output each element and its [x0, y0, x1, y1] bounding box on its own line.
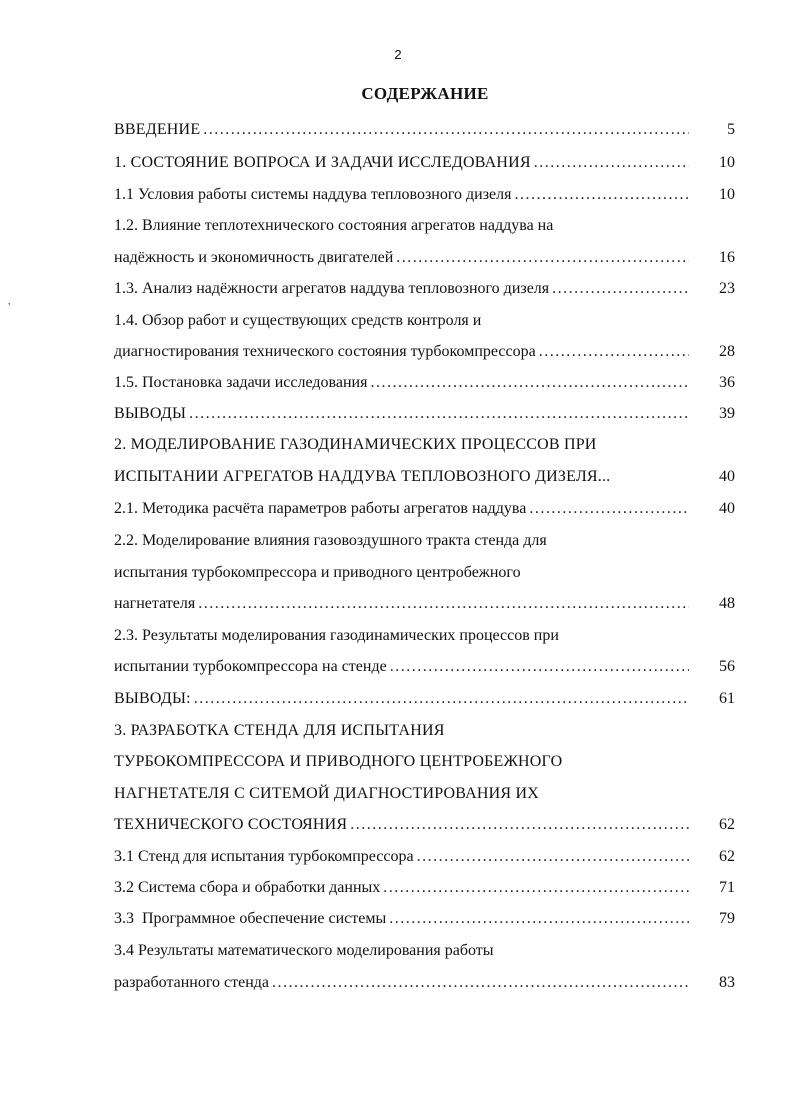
leader-dots	[534, 153, 689, 173]
toc-entry-text: ВЫВОДЫ	[114, 405, 187, 422]
toc-page-number: 56	[719, 658, 735, 675]
toc-entry-3-4[interactable]	[114, 973, 689, 993]
toc-page-number: 48	[719, 595, 735, 612]
toc-entry-text: ВЫВОДЫ:	[114, 690, 191, 707]
toc-entry-text: 1. СОСТОЯНИЕ ВОПРОСА И ЗАДАЧИ ИССЛЕДОВАНИЯ	[114, 154, 531, 171]
leader-dots	[389, 909, 689, 929]
toc-page-number: 62	[719, 848, 735, 865]
toc-entry-text: надёжность и экономичность двигателей	[114, 249, 394, 266]
toc-entry-1-3[interactable]	[114, 279, 689, 299]
toc-entry-text: испытания турбокомпрессора и приводного центробежного	[114, 564, 521, 581]
toc-page-number: 71	[719, 879, 735, 896]
toc-entry-3-4-line-1[interactable]	[114, 941, 689, 961]
leader-dots	[189, 404, 689, 424]
toc-entry-text: 3.4 Результаты математического моделирования работы	[114, 942, 494, 959]
toc-entry-text: ТУРБОКОМПРЕССОРА И ПРИВОДНОГО ЦЕНТРОБЕЖНОГО	[114, 753, 563, 770]
toc-entry-3-1[interactable]	[114, 847, 689, 867]
toc-entry-text: ВВЕДЕНИЕ	[114, 121, 201, 138]
toc-page-number: 83	[719, 974, 735, 991]
toc-entry-chapter-3-line-3[interactable]	[114, 784, 689, 804]
toc-entry-2-1[interactable]	[114, 499, 689, 519]
toc-entry-3-2[interactable]	[114, 878, 689, 898]
toc-entry-text: 3. РАЗРАБОТКА СТЕНДА ДЛЯ ИСПЫТАНИЯ	[114, 722, 445, 739]
leader-dots	[370, 373, 689, 393]
toc-entry-text: 2.3. Результаты моделирования газодинамических процессов при	[114, 627, 559, 644]
leader-dots	[194, 689, 689, 709]
toc-page-number: 40	[719, 500, 735, 517]
leader-dots	[539, 342, 689, 362]
toc-entry-1-1[interactable]	[114, 185, 689, 205]
toc-entry-chapter-1[interactable]	[114, 153, 689, 173]
toc-entry-text: 1.3. Анализ надёжности агрегатов наддува тепловозного дизеля	[114, 280, 550, 297]
toc-entry-chapter-3-line-1[interactable]	[114, 721, 689, 741]
leader-dots	[383, 878, 689, 898]
toc-entry-1-2[interactable]	[114, 248, 689, 268]
toc-entry-text: диагностирования технического состояния турбокомпрессора	[114, 343, 536, 360]
toc-entry-text: испытании турбокомпрессора на стенде	[114, 658, 387, 675]
toc-entry-2-2-line-2[interactable]	[114, 563, 689, 583]
scan-mark: ,	[8, 296, 11, 307]
leader-dots	[417, 847, 689, 867]
toc-entry-text: нагнетателя	[114, 595, 196, 612]
toc-entry-text: разработанного стенда	[114, 974, 270, 991]
toc-page-number: 5	[727, 121, 735, 138]
toc-page-number: 39	[719, 405, 735, 422]
toc-entry-2-3[interactable]	[114, 657, 689, 677]
page-title: СОДЕРЖАНИЕ	[361, 84, 489, 103]
toc-entry-chapter-3-line-2[interactable]	[114, 752, 689, 772]
leader-dots	[390, 657, 689, 677]
toc-entry-text: 1.2. Влияние теплотехнического состояния агрегатов наддува на	[114, 217, 554, 234]
toc-entry-conclusions-1[interactable]	[114, 404, 689, 424]
toc-entry-text: 3.2 Система сбора и обработки данных	[114, 879, 381, 896]
toc-entry-text: 2. МОДЕЛИРОВАНИЕ ГАЗОДИНАМИЧЕСКИХ ПРОЦЕССОВ ПРИ	[114, 436, 597, 453]
toc-entry-1-4[interactable]	[114, 342, 689, 362]
toc-page-number: 79	[719, 910, 735, 927]
toc-entry-1-2-line-1[interactable]	[114, 216, 689, 236]
leader-dots	[272, 973, 689, 993]
page-number: 2	[394, 47, 402, 62]
toc-entry-2-3-line-1[interactable]	[114, 626, 689, 646]
leader-dots	[514, 185, 689, 205]
toc-entry-text: 3.3 Программное обеспечение системы	[114, 910, 387, 927]
toc-entry-3-3[interactable]	[114, 909, 689, 929]
toc-page-number: 40	[719, 468, 735, 485]
toc-page-number: 28	[719, 343, 735, 360]
toc-entry-text: НАГНЕТАТЕЛЯ С СИТЕМОЙ ДИАГНОСТИРОВАНИЯ ИХ	[114, 785, 539, 802]
leader-dots	[529, 499, 689, 519]
toc-entry-chapter-3[interactable]	[114, 815, 689, 835]
toc-entry-text: 1.4. Обзор работ и существующих средств контроля и	[114, 312, 482, 329]
toc-entry-text: 1.1 Условия работы системы наддува тепловозного дизеля	[114, 186, 512, 203]
toc-entry-text: 1.5. Постановка задачи исследования	[114, 374, 368, 391]
toc-page-number: 61	[719, 690, 735, 707]
toc-page-number: 62	[719, 816, 735, 833]
toc-entry-text: 3.1 Стенд для испытания турбокомпрессора	[114, 848, 414, 865]
leader-dots	[552, 279, 689, 299]
toc-entry-chapter-2[interactable]	[114, 467, 689, 487]
toc-entry-text: ИСПЫТАНИИ АГРЕГАТОВ НАДДУВА ТЕПЛОВОЗНОГО ДИЗЕЛЯ...	[114, 468, 611, 485]
toc-entry-2-2[interactable]	[114, 594, 689, 614]
toc-entry-text: ТЕХНИЧЕСКОГО СОСТОЯНИЯ	[114, 816, 348, 833]
toc-page-number: 23	[719, 280, 735, 297]
leader-dots	[396, 248, 689, 268]
toc-entry-1-4-line-1[interactable]	[114, 311, 689, 331]
toc-entry-text: 2.1. Методика расчёта параметров работы агрегатов наддува	[114, 500, 527, 517]
toc-entry-conclusions-2[interactable]	[114, 689, 689, 709]
toc-entry-1-5[interactable]	[114, 373, 689, 393]
toc-page-number: 10	[719, 154, 735, 171]
toc-page-number: 10	[719, 186, 735, 203]
leader-dots	[203, 120, 689, 140]
toc-page-number: 36	[719, 374, 735, 391]
toc-entry-text: 2.2. Моделирование влияния газовоздушного тракта стенда для	[114, 532, 547, 549]
leader-dots	[350, 815, 689, 835]
toc-entry-2-2-line-1[interactable]	[114, 531, 689, 551]
toc-page-number: 16	[719, 249, 735, 266]
toc-entry-introduction[interactable]	[114, 120, 689, 140]
leader-dots	[198, 594, 689, 614]
toc-entry-chapter-2-line-1[interactable]	[114, 435, 689, 455]
